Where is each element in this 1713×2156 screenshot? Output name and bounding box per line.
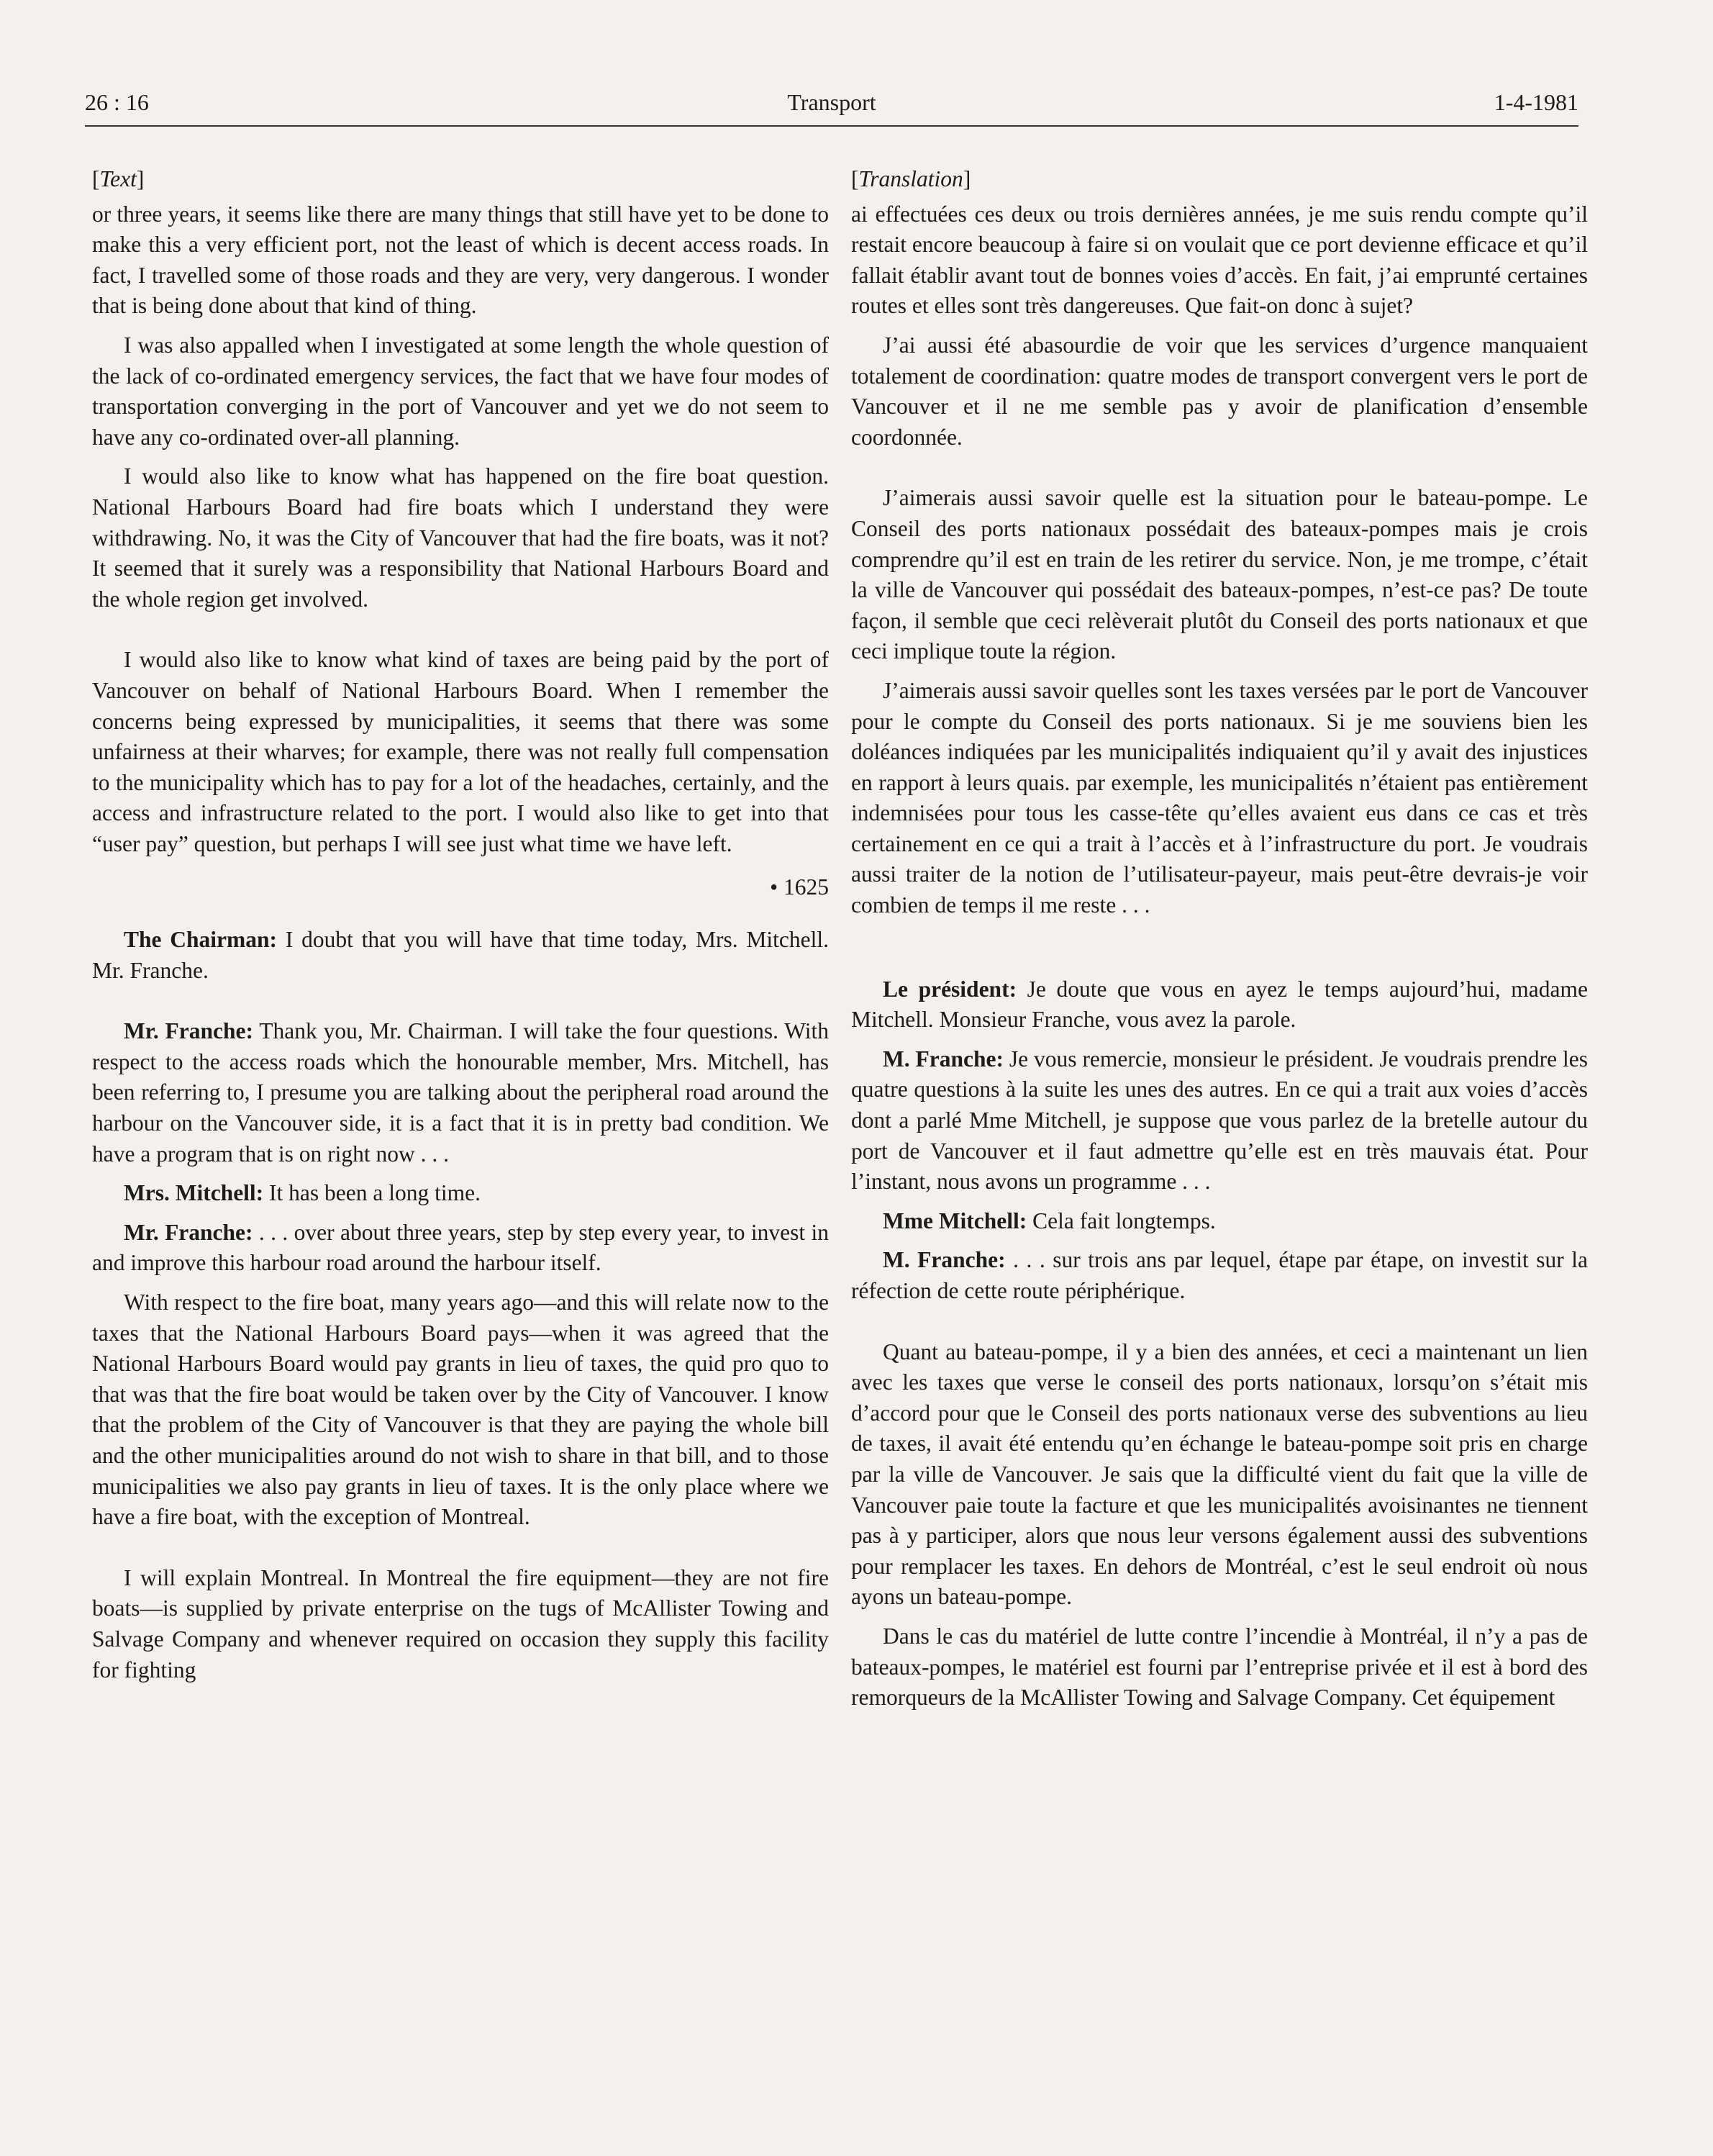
page-header xyxy=(85,85,1578,127)
speaker-paragraph: The Chairman: I doubt that you will have that time today, Mrs. Mitchell. Mr. Franche. xyxy=(92,927,829,983)
speaker-paragraph: Mme Mitchell: Cela fait longtemps. xyxy=(883,1208,1216,1233)
speaker-name: M. Franche: xyxy=(883,1046,1004,1072)
timestamp: • 1625 xyxy=(770,874,829,900)
language-tag: [Translation] xyxy=(851,166,971,191)
paragraph: I would also like to know what has happened on the fire boat question. National Harbours Board had fire boats which I understand they were withdrawing. No, it was the City of Vancouver that had the fire boats, was it not? It seemed that it surely was a responsibility that National Harbours Board and the whole region get involved. xyxy=(92,463,829,612)
paragraph: J’ai aussi été abasourdie de voir que les services d’urgence manquaient totalement de coordination: quatre modes de transport convergent vers le port de Vancouver et il ne me semble pas y avoir de planification d’ensemble coordonnée. xyxy=(851,332,1588,450)
speaker-name: M. Franche: xyxy=(883,1247,1006,1273)
french-column xyxy=(851,164,1588,1722)
speaker-name: Mr. Franche: xyxy=(124,1018,254,1044)
speaker-paragraph: M. Franche: Je vous remercie, monsieur le président. Je voudrais prendre les quatre questions à la suite les unes des autres. En ce qui a trait aux voies d’accès dont a parlé Mme Mitchell, je suppose que vous parlez de la bretelle autour du port de Vancouver et il faut admettre qu’elle est en très mauvais état. Pour l’instant, nous avons un programme . . . xyxy=(851,1046,1588,1195)
paragraph: I will explain Montreal. In Montreal the fire equipment—they are not fire boats—is supplied by private enterprise on the tugs of McAllister Towing and Salvage Company and whenever required on occasion they supply this facility for fighting xyxy=(92,1564,829,1682)
speaker-paragraph: Mrs. Mitchell: It has been a long time. xyxy=(124,1180,481,1206)
paragraph: With respect to the fire boat, many years ago—and this will relate now to the taxes that the National Harbours Board pays—when it was agreed that the National Harbours Board would pay grants in lieu of taxes, the quid pro quo to that was that the fire boat would be taken over by the City of Vancouver. I know that the problem of the City of Vancouver is that they are paying the whole bill and the other municipalities around do not wish to share in that bill, and to those municipalities we also pay grants in lieu of taxes. It is the only place where we have a fire boat, with the exception of Montreal. xyxy=(92,1290,829,1530)
paragraph: Dans le cas du matériel de lutte contre l’incendie à Montréal, il n’y a pas de bateaux-pompes, le matériel est fourni par l’entreprise privée et il est à bord des remorqueurs de la McAllister Towing and Salvage Company. Cet équipement xyxy=(851,1623,1588,1711)
paragraph: J’aimerais aussi savoir quelle est la situation pour le bateau-pompe. Le Conseil des ports nationaux possédait des bateaux-pompes mais je crois comprendre qu’il est en train de les retirer du service. Non, je me trompe, c’était la ville de Vancouver qui possédait des bateaux-pompes, n’est-ce pas? De toute façon, il semble que ceci relèverait plutôt du Conseil des ports nationaux et que ceci implique toute la région. xyxy=(851,485,1588,664)
speaker-paragraph: Mr. Franche: . . . over about three years, step by step every year, to invest in and improve this harbour road around the harbour itself. xyxy=(92,1219,829,1276)
paragraph: Quant au bateau-pompe, il y a bien des années, et ceci a maintenant un lien avec les taxes que verse le conseil des ports nationaux, lorsqu’on s’était mis d’accord pour que le Conseil des ports nationaux verse des subventions au lieu de taxes, il avait été entendu qu’en échange le bateau-pompe soit pris en charge par la ville de Vancouver. Je sais que la difficulté vient du fait que la ville de Vancouver paie toute la facture et que les municipalités avoisinantes ne tiennent pas à y participer, alors que nous leur versons également aussi des subventions pour remplacer les taxes. En dehors de Montréal, c’est le seul endroit où nous ayons un bateau-pompe. xyxy=(851,1339,1588,1610)
language-tag: [Text] xyxy=(92,166,145,191)
speaker-paragraph: Mr. Franche: Thank you, Mr. Chairman. I will take the four questions. With respect to the access roads which the honourable member, Mrs. Mitchell, has been referring to, I presume you are talking about the peripheral road around the harbour on the Vancouver side, it is a fact that it is in pretty bad condition. We have a program that is on right now . . . xyxy=(92,1018,829,1167)
page-date: 1-4-1981 xyxy=(1494,89,1578,115)
speaker-name: Mme Mitchell: xyxy=(883,1208,1027,1233)
running-title: Transport xyxy=(787,89,876,115)
paragraph: I would also like to know what kind of taxes are being paid by the port of Vancouver on behalf of National Harbours Board. When I remember the concerns being expressed by municipalities, it seems that there was some unfairness at their wharves; for example, there was not really full compensation to the municipality which has to pay for a lot of the headaches, certainly, and the access and infrastructure related to the port. I would also like to get into that “user pay” question, but perhaps I will see just what time we have left. xyxy=(92,647,829,856)
paragraph: I was also appalled when I investigated at some length the whole question of the lack of co-ordinated emergency services, the fact that we have four modes of transportation converging in the port of Vancouver and yet we do not seem to have any co-ordinated over-all planning. xyxy=(92,332,829,450)
speaker-name: Mr. Franche: xyxy=(124,1219,253,1245)
paragraph: ai effectuées ces deux ou trois dernières années, je me suis rendu compte qu’il restait encore beaucoup à faire si on voulait que ce port devienne efficace et qu’il fallait établir avant tout de bonnes voies d’accès. En fait, j’ai emprunté certaines routes et elles sont très dangereuses. Que fait-on donc à sujet? xyxy=(851,201,1588,319)
speaker-paragraph: Le président: Je doute que vous en ayez le temps aujourd’hui, madame Mitchell. Monsieur Franche, vous avez la parole. xyxy=(851,976,1588,1033)
speaker-paragraph: M. Franche: . . . sur trois ans par lequel, étape par étape, on investit sur la réfection de cette route périphérique. xyxy=(851,1247,1588,1303)
speaker-name: Mrs. Mitchell: xyxy=(124,1180,264,1206)
english-column xyxy=(92,164,829,1694)
speaker-name: Le président: xyxy=(883,976,1017,1002)
paragraph: J’aimerais aussi savoir quelles sont les taxes versées par le port de Vancouver pour le compte du Conseil des ports nationaux. Si je me souviens bien les doléances indiquées par les municipalités indiquaient qu’il y avait des injustices en rapport à leurs quais. par exemple, les municipalités n’étaient pas entièrement indemnisées pour tous les casse-tête qu’elles avaient eus dans ce cas et très certainement en ce qui a trait à l’accès et à l’infrastructure du port. Je voudrais aussi traiter de la notion de l’utilisateur-payeur, mais peut-être devrais-je voir combien de temps il me reste . . . xyxy=(851,677,1588,918)
speaker-name: The Chairman: xyxy=(124,927,278,953)
paragraph: or three years, it seems like there are many things that still have yet to be done to make this a very efficient port, not the least of which is decent access roads. In fact, I travelled some of those roads and they are very, very dangerous. I wonder that is being done about that kind of thing. xyxy=(92,201,829,319)
page-number: 26 : 16 xyxy=(85,89,149,115)
